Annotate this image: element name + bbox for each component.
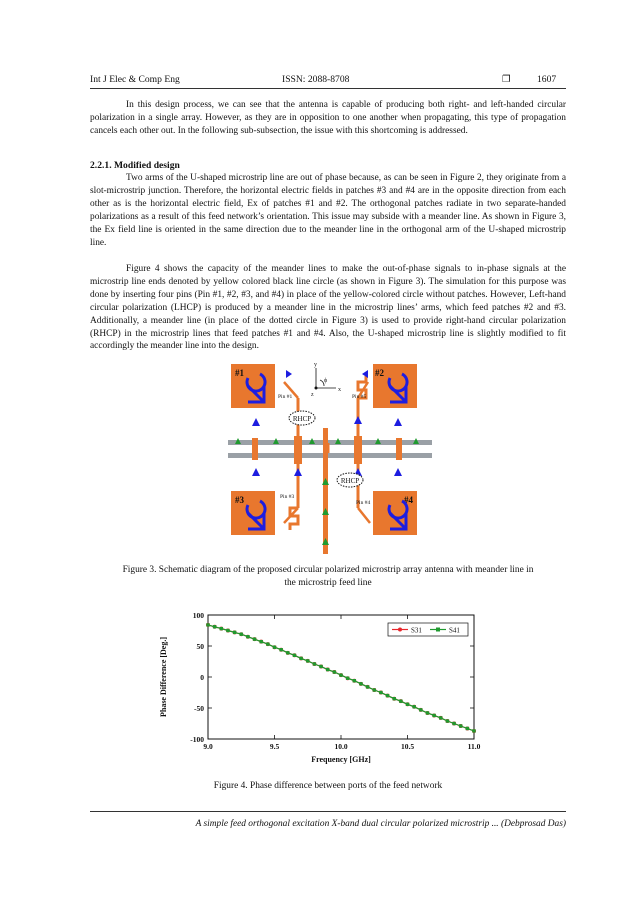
data-point-s41 (472, 729, 475, 732)
header-issn: ISSN: 2088-8708 (282, 74, 350, 85)
data-point-s41 (353, 679, 356, 682)
y-tick-label: 0 (200, 673, 204, 682)
x-tick-label: 9.0 (203, 742, 213, 751)
figure-4-chart (150, 607, 490, 767)
x-tick-label: 10.0 (334, 742, 348, 751)
data-point-s41 (306, 659, 309, 662)
blue-arrow (394, 418, 402, 426)
data-point-s41 (426, 711, 429, 714)
chart-legend (388, 623, 468, 636)
data-point-s41 (412, 705, 415, 708)
data-point-s41 (366, 685, 369, 688)
data-point-s41 (446, 719, 449, 722)
footer-rule (90, 811, 566, 812)
left-stub (294, 436, 302, 464)
data-point-s41 (326, 668, 329, 671)
header-page-number: 1607 (537, 74, 557, 85)
data-point-s41 (313, 662, 316, 665)
axis-phi-label: ϕ (324, 378, 328, 384)
data-point-s41 (452, 722, 455, 725)
blue-arrow (252, 468, 260, 476)
pin-1-label: Pin #1 (278, 394, 293, 400)
right-edge-stub (396, 438, 402, 460)
paragraph-2-text: Figure 4 shows the capacity of the meander lines to make the out-of-phase signals to in-phase signals at the microstrip line ends denoted by yellow colored black line circle (as shown in Figure 3). The simulation for this purpose was done by inserting four pins (Pin #1, #2, #3, and #4) in place of the yellow-colored circle without patches. However, Left-hand circular polarization (LHCP) is produced by a meander line in the microstrip lines’ arms, which feed patches #2 and #3. Additionally, a meander line (in place of the dotted circle in Figure 3) is used to provide right-hand circular polarization (RHCP) in the microstrip lines that feed patches #1 and #4. Also, the U-shaped microstrip line is slightly modified to fit accordingly the meander line into the design. (90, 264, 566, 352)
data-point-s41 (339, 673, 342, 676)
x-tick-label: 9.5 (269, 742, 280, 751)
intro-paragraph-text: In this design process, we can see that the antenna is capable of producing both right- and left-handed circular polarization in a single array. However, as they are in opposition to one another when propagating, this type of propagation cancels each other out. In the following sub-subsection, the issue with this shortcoming is addressed. (90, 100, 566, 136)
y-tick-label: -100 (190, 735, 204, 744)
axis-x-label: x (338, 387, 341, 393)
section-title: Modified design (114, 160, 180, 171)
data-point-s41 (220, 627, 223, 630)
data-point-s41 (319, 665, 322, 668)
pin-5-label: Pin #5 (352, 394, 367, 400)
data-point-s41 (406, 703, 409, 706)
data-point-s41 (333, 670, 336, 673)
blue-arrow (354, 416, 362, 424)
x-tick-label: 11.0 (467, 742, 481, 751)
left-edge-stub (252, 438, 258, 460)
data-point-s41 (233, 631, 236, 634)
axis-z-label: z (311, 392, 314, 398)
rhcp-label-top: RHCP (292, 415, 312, 423)
data-point-s41 (226, 629, 229, 632)
data-point-s41 (379, 691, 382, 694)
data-point-s41 (359, 682, 362, 685)
patch-2-label: #2 (375, 368, 384, 378)
patch-1-label: #1 (235, 368, 244, 378)
patch-3-label: #3 (235, 495, 244, 505)
data-point-s41 (213, 625, 216, 628)
patch-4-label: #4 (404, 495, 413, 505)
data-point-s41 (273, 646, 276, 649)
z-axis-dot (315, 387, 318, 390)
data-point-s41 (439, 716, 442, 719)
footer-text: A simple feed orthogonal excitation X-band dual circular polarized microstrip ... (Debprosad Das) (195, 819, 566, 829)
data-point-s41 (346, 677, 349, 680)
x-axis-label: Frequency [GHz] (311, 755, 371, 764)
x-tick-label: 10.5 (400, 742, 415, 751)
data-point-s41 (373, 688, 376, 691)
section-heading (90, 160, 180, 171)
y-tick-label: -50 (194, 704, 204, 713)
data-point-s41 (432, 714, 435, 717)
blue-arrow (252, 418, 260, 426)
data-point-s41 (266, 642, 269, 645)
figure-3-caption (90, 564, 566, 590)
legend-s31-marker (398, 628, 402, 632)
data-point-s41 (393, 697, 396, 700)
y-axis-label: Phase Difference [Deg.] (159, 636, 168, 718)
data-point-s41 (299, 657, 302, 660)
figure-4-caption: Figure 4. Phase difference between ports of the feed network (213, 781, 443, 791)
axis-y-label: y (314, 362, 317, 368)
y-tick-label: 50 (196, 642, 204, 651)
section-number: 2.2.1. (90, 160, 112, 171)
paragraph-1 (90, 172, 566, 249)
data-point-s41 (466, 727, 469, 730)
legend-s41-marker (436, 628, 440, 632)
y-tick-label: 100 (192, 611, 204, 620)
data-point-s41 (293, 654, 296, 657)
data-point-s41 (399, 699, 402, 702)
data-point-s41 (286, 651, 289, 654)
data-point-s41 (206, 623, 209, 626)
header-box-icon: ❐ (502, 74, 511, 85)
pin-4-label: Pin #4 (356, 500, 371, 506)
legend-s31-label: S31 (411, 626, 422, 635)
intro-paragraph (90, 99, 566, 138)
paragraph-2 (90, 263, 566, 353)
paragraph-1-text: Two arms of the U-shaped microstrip line are out of phase because, as can be seen in Figure 2, they originate from a slot-microstrip junction. Therefore, the horizontal electric fields in patches #3 and #4 are in the opposite direction from each other as is the horizontal electric field, Ex of patches #1 and #2. The orthogonal patches radiate in two separate-handed polarizations as a result of this feed network’s orientation. This issue may subside with a meander line. As shown in Figure 3, the Ex field line is oriented in the same direction due to the meander line in the orthogonal arm of the U-shaped microstrip line. (90, 173, 566, 248)
right-stub (354, 436, 362, 464)
header-rule (90, 88, 566, 89)
data-point-s41 (386, 694, 389, 697)
data-point-s41 (419, 708, 422, 711)
data-point-s41 (246, 635, 249, 638)
data-point-s41 (260, 640, 263, 643)
blue-arrow (394, 468, 402, 476)
figure-3-schematic (228, 358, 432, 554)
rhcp-label-bottom: RHCP (340, 477, 360, 485)
figure-3-caption-line-2: the microstrip feed line (284, 577, 372, 588)
blue-arrow (294, 468, 302, 476)
data-point-s41 (279, 648, 282, 651)
data-point-s41 (459, 724, 462, 727)
data-point-s41 (240, 633, 243, 636)
figure-3-caption-line-1: Figure 3. Schematic diagram of the proposed circular polarized microstrip array antenna with meander line in (122, 565, 534, 575)
header-journal: Int J Elec & Comp Eng (90, 74, 180, 85)
pin-3-label: Pin #3 (280, 494, 295, 500)
blue-arrow (286, 370, 292, 378)
data-point-s41 (253, 637, 256, 640)
legend-s41-label: S41 (449, 626, 460, 635)
